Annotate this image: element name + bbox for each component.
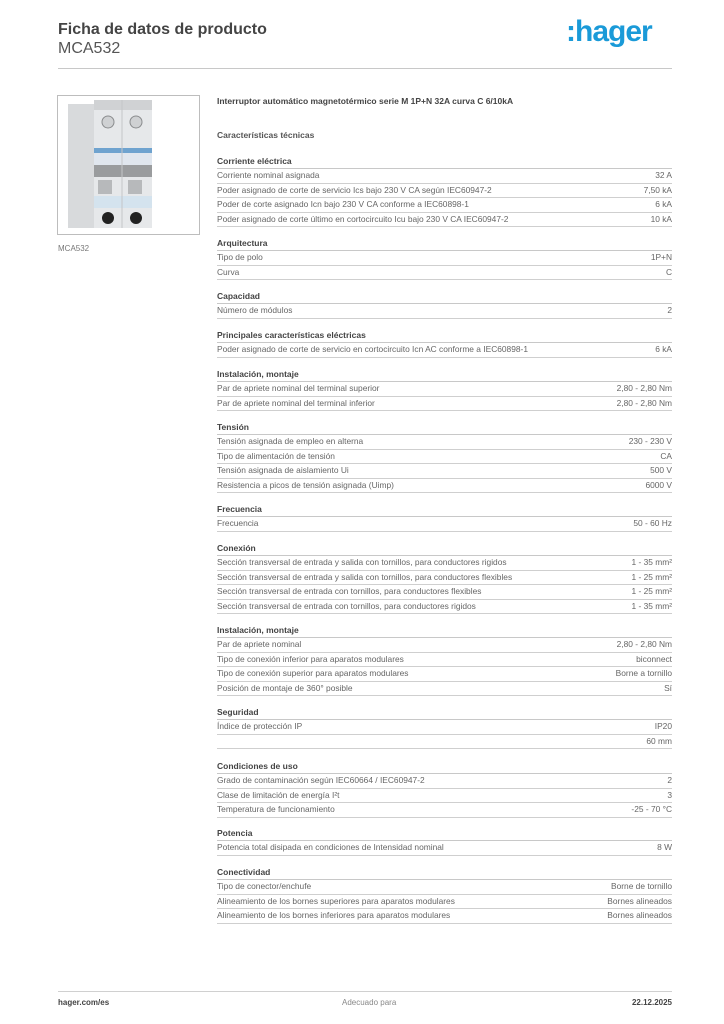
spec-label: Tipo de conexión inferior para aparatos modulares — [217, 653, 404, 664]
spec-value: Sí — [664, 682, 672, 693]
spec-value: 60 mm — [646, 735, 672, 746]
spec-row — [217, 682, 672, 697]
spec-value: Bornes alineados — [607, 895, 672, 906]
spec-label: Tipo de conector/enchufe — [217, 881, 312, 891]
section-heading: Corriente eléctrica — [217, 155, 672, 169]
spec-section — [217, 329, 672, 358]
spec-row — [217, 585, 672, 600]
spec-row — [217, 803, 672, 818]
spec-row — [217, 304, 672, 319]
spec-label: Tipo de alimentación de tensión — [217, 450, 335, 461]
spec-row — [217, 841, 672, 856]
circuit-breaker-photo-icon — [58, 96, 200, 235]
spec-label: Par de apriete nominal — [217, 639, 302, 649]
product-code: MCA532 — [58, 40, 121, 57]
spec-row — [217, 735, 672, 750]
spec-label: Índice de protección IP — [217, 721, 303, 731]
spec-value: 2,80 - 2,80 Nm — [616, 639, 672, 649]
spec-section — [217, 706, 672, 749]
section-heading: Arquitectura — [217, 237, 672, 251]
hager-logo: :hager — [566, 15, 652, 48]
spec-section — [217, 421, 672, 493]
spec-label: Clase de limitación de energía I²t — [217, 789, 340, 800]
spec-label: Tipo de conexión superior para aparatos modulares — [217, 668, 409, 679]
image-caption: MCA532 — [58, 244, 90, 253]
spec-row — [217, 169, 672, 184]
spec-label: Número de módulos — [217, 305, 293, 315]
spec-label: Sección transversal de entrada con tornillos, para conductores rigidos — [217, 600, 476, 611]
section-heading: Frecuencia — [217, 503, 672, 517]
spec-label: Sección transversal de entrada con tornillos, para conductores flexibles — [217, 586, 482, 597]
footer-date: 22.12.2025 — [631, 998, 672, 1007]
spec-label: Tensión asignada de aislamiento Ui — [217, 465, 349, 476]
spec-row — [217, 880, 672, 895]
spec-value: -25 - 70 °C — [631, 804, 672, 815]
spec-row — [217, 571, 672, 586]
spec-row — [217, 667, 672, 682]
spec-section — [217, 290, 672, 319]
section-heading: Instalación, montaje — [217, 368, 672, 382]
spec-value: 1 - 25 mm² — [631, 586, 672, 597]
spec-section — [217, 503, 672, 532]
spec-row — [217, 435, 672, 450]
spec-row — [217, 184, 672, 199]
footer-website[interactable]: hager.com/es — [58, 998, 110, 1007]
spec-value: 10 kA — [650, 213, 672, 224]
spec-value: 7,50 kA — [643, 184, 672, 195]
spec-row — [217, 266, 672, 281]
spec-value: Bornes alineados — [607, 910, 672, 921]
page-title: Ficha de datos de producto — [58, 21, 267, 38]
spec-label: Curva — [217, 266, 240, 277]
spec-label: Frecuencia — [217, 518, 259, 528]
spec-label: Alineamiento de los bornes superiores para aparatos modulares — [217, 895, 455, 906]
footer-divider — [58, 991, 672, 992]
spec-value: 8 W — [657, 842, 672, 852]
spec-label: Posición de montaje de 360° posible — [217, 682, 353, 693]
spec-value: IP20 — [654, 721, 672, 731]
spec-value: C — [665, 266, 672, 277]
spec-label: Corriente nominal asignada — [217, 170, 320, 180]
spec-row — [217, 382, 672, 397]
spec-label: Poder asignado de corte de servicio Ics bajo 230 V CA según IEC60947-2 — [217, 184, 492, 195]
spec-row — [217, 895, 672, 910]
product-title: Interruptor automático magnetotérmico serie M 1P+N 32A curva C 6/10kA — [217, 96, 514, 106]
technical-characteristics-heading: Características técnicas — [217, 130, 315, 140]
section-heading: Principales características eléctricas — [217, 329, 672, 343]
footer-suitable-for: Adecuado para — [342, 998, 397, 1007]
spec-label: Temperatura de funcionamiento — [217, 804, 335, 815]
spec-value: 2 — [667, 775, 672, 785]
spec-section — [217, 624, 672, 696]
spec-label: Grado de contaminación según IEC60664 / IEC60947-2 — [217, 775, 425, 785]
section-heading: Seguridad — [217, 706, 672, 720]
spec-value: 1 - 35 mm² — [631, 557, 672, 567]
spec-row — [217, 343, 672, 358]
spec-label: Sección transversal de entrada y salida con tornillos, para conductores rigidos — [217, 557, 507, 567]
spec-row — [217, 653, 672, 668]
spec-value: 1P+N — [650, 252, 672, 262]
spec-row — [217, 479, 672, 494]
spec-row — [217, 789, 672, 804]
section-heading: Instalación, montaje — [217, 624, 672, 638]
spec-label: Par de apriete nominal del terminal inferior — [217, 397, 375, 408]
spec-value: Borne de tornillo — [611, 881, 672, 891]
spec-value: 6 kA — [655, 199, 672, 210]
spec-value: 6000 V — [645, 479, 672, 490]
spec-label: Potencia total disipada en condiciones de Intensidad nominal — [217, 842, 444, 852]
section-heading: Condiciones de uso — [217, 760, 672, 774]
spec-value: 50 - 60 Hz — [633, 518, 672, 528]
spec-value: 230 - 230 V — [628, 436, 672, 446]
spec-label: Tipo de polo — [217, 252, 263, 262]
spec-row — [217, 397, 672, 412]
spec-section — [217, 155, 672, 227]
spec-row — [217, 556, 672, 571]
spec-row — [217, 638, 672, 653]
spec-label: Tensión asignada de empleo en alterna — [217, 436, 364, 446]
spec-row — [217, 517, 672, 532]
product-image — [57, 95, 200, 235]
spec-label: Poder de corte asignado Icn bajo 230 V CA conforme a IEC60898-1 — [217, 199, 469, 210]
spec-row — [217, 464, 672, 479]
spec-value: 32 A — [655, 170, 672, 180]
spec-value: 500 V — [650, 465, 672, 476]
spec-row — [217, 251, 672, 266]
spec-value: 1 - 25 mm² — [631, 571, 672, 582]
spec-row — [217, 720, 672, 735]
spec-value: 2,80 - 2,80 Nm — [616, 383, 672, 393]
spec-label: Poder asignado de corte último en cortocircuito Icu bajo 230 V CA IEC60947-2 — [217, 213, 509, 224]
section-heading: Tensión — [217, 421, 672, 435]
spec-value: CA — [660, 450, 672, 461]
spec-value: 2,80 - 2,80 Nm — [616, 397, 672, 408]
spec-value: 3 — [667, 789, 672, 800]
section-heading: Conectividad — [217, 866, 672, 880]
section-heading: Conexión — [217, 542, 672, 556]
spec-label: Resistencia a picos de tensión asignada (Uimp) — [217, 479, 394, 490]
spec-row — [217, 198, 672, 213]
spec-section — [217, 827, 672, 856]
spec-row — [217, 450, 672, 465]
spec-value: biconnect — [636, 653, 672, 664]
section-heading: Capacidad — [217, 290, 672, 304]
spec-label: Poder asignado de corte de servicio en cortocircuito Icn AC conforme a IEC60898-1 — [217, 344, 528, 354]
spec-label: Alineamiento de los bornes inferiores para aparatos modulares — [217, 910, 451, 921]
spec-section — [217, 866, 672, 924]
spec-value: 2 — [667, 305, 672, 315]
spec-row — [217, 600, 672, 615]
spec-value: 6 kA — [655, 344, 672, 354]
spec-row — [217, 774, 672, 789]
spec-value: Borne a tornillo — [615, 668, 672, 679]
spec-label: Par de apriete nominal del terminal superior — [217, 383, 380, 393]
spec-section — [217, 237, 672, 280]
spec-section — [217, 760, 672, 818]
section-heading: Potencia — [217, 827, 672, 841]
spec-label: Sección transversal de entrada y salida con tornillos, para conductores flexibles — [217, 571, 513, 582]
spec-section — [217, 542, 672, 614]
spec-section — [217, 368, 672, 411]
header-divider — [58, 68, 672, 69]
spec-row — [217, 213, 672, 228]
spec-value: 1 - 35 mm² — [631, 600, 672, 611]
spec-row — [217, 909, 672, 924]
